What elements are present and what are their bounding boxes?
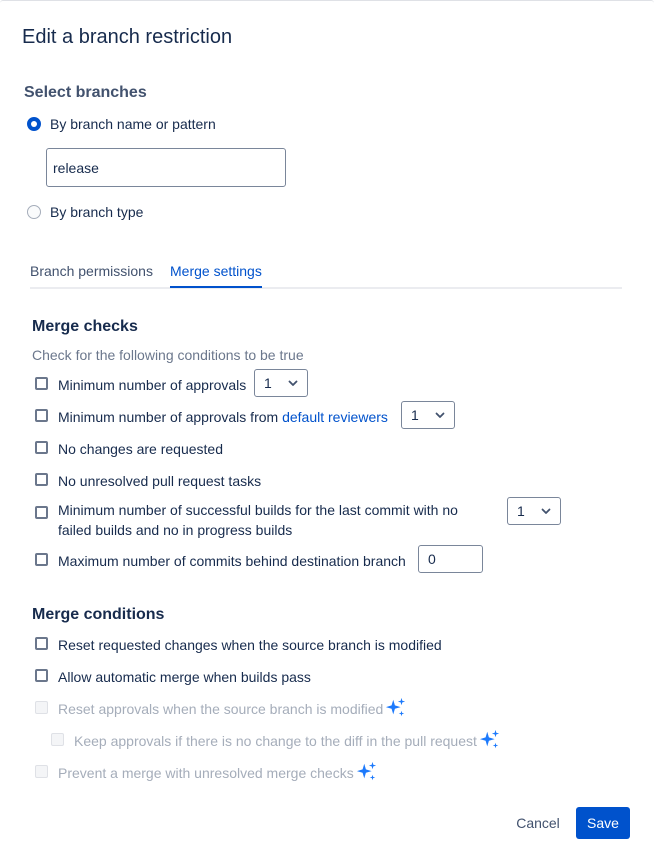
check-allow-auto-merge[interactable] [35,667,311,687]
check-max-commits-behind[interactable] [35,551,406,571]
radio-by-type[interactable] [27,204,143,220]
tab-merge-settings[interactable]: Merge settings [170,263,262,288]
radio-by-type-label: By branch type [50,204,144,220]
sparkle-icon [385,697,407,719]
min-reviewer-approvals-prefix: Minimum number of approvals from [58,409,283,425]
check-min-reviewer-approvals[interactable] [35,407,388,427]
checkbox[interactable] [35,669,48,682]
cancel-button[interactable]: Cancel [507,807,569,839]
chevron-down-icon [434,409,446,421]
reset-approvals-label: Reset approvals when the source branch is modified [58,701,384,717]
min-reviewer-approvals-label [58,407,388,427]
merge-checks-heading: Merge checks [32,318,138,335]
min-builds-value: 1 [517,503,525,519]
merge-conditions-heading: Merge conditions [32,606,165,623]
max-commits-behind-input[interactable] [418,545,483,573]
radio-by-pattern-label: By branch name or pattern [50,116,216,132]
checkbox-disabled [35,765,48,778]
chevron-down-icon [287,377,299,389]
dialog-title: Edit a branch restriction [22,26,233,48]
allow-auto-merge-label: Allow automatic merge when builds pass [58,669,311,685]
check-reset-requested-changes[interactable] [35,635,442,655]
checkbox[interactable] [35,553,48,566]
checkbox-disabled [51,733,64,746]
min-reviewer-approvals-select[interactable] [401,401,455,429]
settings-tabs [30,259,622,289]
checkbox[interactable] [35,637,48,650]
min-approvals-select[interactable] [254,369,308,397]
prevent-merge-label: Prevent a merge with unresolved merge checks [58,765,354,781]
branch-pattern-input[interactable] [46,148,286,187]
radio-button-checked[interactable] [27,117,41,131]
sparkle-icon [479,729,501,751]
tab-branch-permissions[interactable]: Branch permissions [30,263,153,279]
check-no-unresolved-tasks[interactable] [35,471,261,491]
check-keep-approvals [51,731,501,751]
min-approvals-label: Minimum number of approvals [58,377,247,393]
check-prevent-merge [35,763,378,783]
default-reviewers-link[interactable]: default reviewers [282,409,388,425]
save-button[interactable]: Save [576,807,630,839]
min-approvals-value: 1 [264,375,272,391]
checkbox[interactable] [35,377,48,390]
no-changes-requested-label: No changes are requested [58,441,223,457]
radio-by-pattern[interactable] [27,116,216,132]
check-reset-approvals [35,699,407,719]
min-builds-label: Minimum number of successful builds for the last commit with no failed builds and no in progress builds [58,502,458,538]
checkbox[interactable] [35,506,48,519]
max-commits-behind-label: Maximum number of commits behind destination branch [58,553,406,569]
check-min-approvals[interactable] [35,375,246,395]
no-unresolved-tasks-label: No unresolved pull request tasks [58,473,262,489]
select-branches-heading: Select branches [24,84,147,101]
reset-requested-changes-label: Reset requested changes when the source branch is modified [58,637,442,653]
keep-approvals-label: Keep approvals if there is no change to the diff in the pull request [74,733,477,749]
checkbox[interactable] [35,473,48,486]
checkbox[interactable] [35,441,48,454]
checkbox-disabled [35,701,48,714]
min-reviewer-approvals-value: 1 [411,407,419,423]
check-min-builds[interactable] [35,500,488,540]
check-no-changes-requested[interactable] [35,439,223,459]
radio-button[interactable] [27,205,41,219]
checkbox[interactable] [35,409,48,422]
chevron-down-icon [540,505,552,517]
sparkle-icon [356,761,378,783]
min-builds-select[interactable] [507,497,561,525]
merge-checks-description: Check for the following conditions to be true [32,347,304,363]
